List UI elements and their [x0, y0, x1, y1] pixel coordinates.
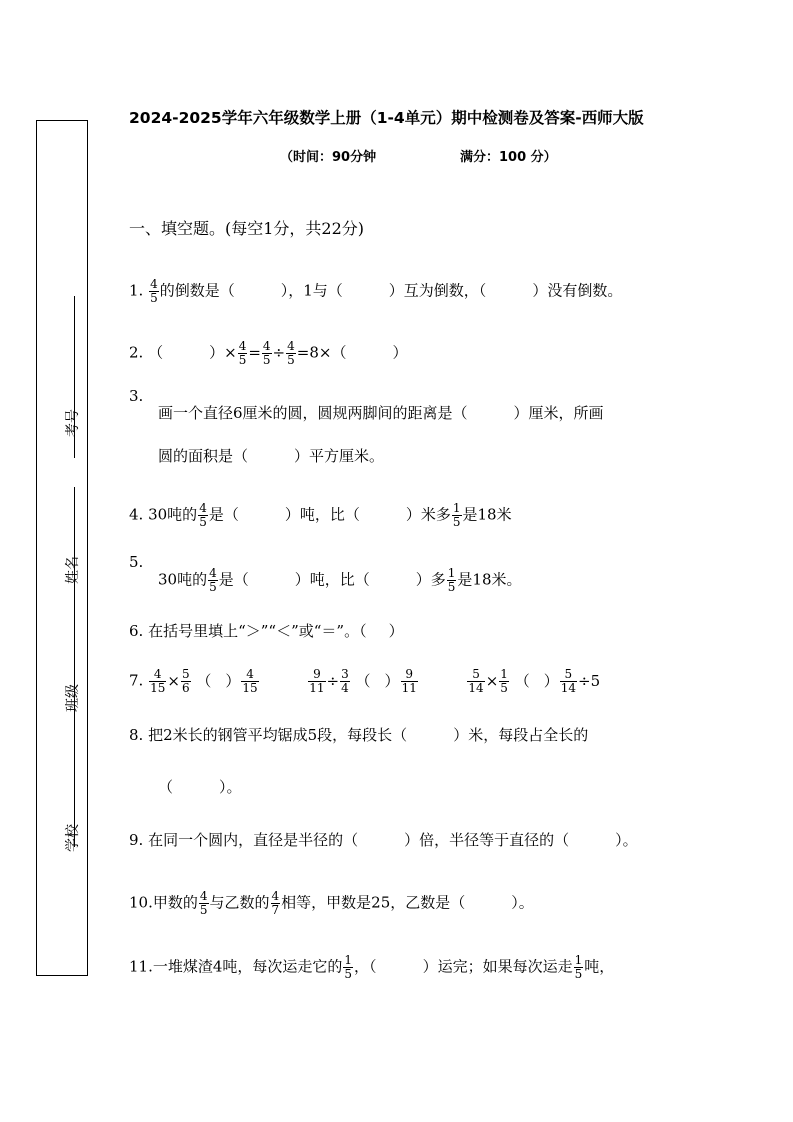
question-3-line-1: 画一个直径6厘米的圆，圆规两脚间的距离是（ ）厘米，所画 [158, 404, 604, 422]
question-number: 6. [129, 622, 144, 640]
class-label: 班级 [65, 684, 81, 712]
school-label: 学校 [65, 824, 81, 852]
question-9: 9. 在同一个圆内，直径是半径的（ ）倍，半径等于直径的（ ）。 [129, 831, 638, 849]
comparison-a: $\frac{4}{15}$ × $\frac{5}{6}$ （ ） $\frac{4}{15}$ [150, 667, 258, 695]
question-number: 11. [129, 957, 153, 976]
question-8-line-1: 8. 把2米长的钢管平均锯成5段，每段长（ ）米，每段占全长的 [129, 726, 589, 744]
exam-no-label: 考号 [65, 409, 81, 437]
question-5-number: 5. [129, 553, 144, 571]
fraction: $\frac{1}{5}$ [344, 953, 353, 981]
question-3-number: 3. [129, 387, 144, 405]
question-number: 10. [129, 893, 153, 912]
question-8-line-2: （ ）。 [158, 778, 242, 796]
comparison-c: $\frac{5}{14}$ × $\frac{1}{5}$ （ ） $\frac{5}{14}$ ÷5 [468, 667, 601, 695]
question-2: 2. （ ）× $\frac{4}{5}$ = $\frac{4}{5}$ ÷ $\frac{4}{5}$ =8×（ ） [129, 339, 408, 367]
fraction: $\frac{4}{7}$ [271, 889, 280, 917]
question-10: 10.甲数的 $\frac{4}{5}$ 与乙数的 $\frac{4}{7}$ 相等，甲数是25，乙数是（ ）。 [129, 889, 534, 917]
fraction: $\frac{4}{5}$ [199, 501, 207, 529]
question-number: 8. [129, 726, 144, 744]
question-6: 6. 在括号里填上“＞”“＜”或“＝”。（ ） [129, 622, 404, 640]
question-4: 4. 30吨的 $\frac{4}{5}$ 是（ ）吨，比（ ）米多 $\frac{1}{5}$ 是18米 [129, 501, 512, 529]
question-number: 7. [129, 671, 144, 690]
fraction: $\frac{1}{5}$ [447, 566, 456, 594]
exam-score: 满分：100 分） [460, 150, 557, 165]
comparison-b: $\frac{9}{11}$ ÷ $\frac{3}{4}$ （ ） $\frac{9}{11}$ [309, 667, 417, 695]
fraction: $\frac{4}{5}$ [150, 277, 158, 305]
fraction: $\frac{4}{5}$ [262, 339, 271, 367]
question-5: 30吨的 $\frac{4}{5}$ 是（ ）吨，比（ ）多 $\frac{1}{5}$ 是18米。 [158, 566, 522, 594]
question-number: 1. [129, 281, 144, 300]
fraction: $\frac{4}{5}$ [238, 339, 247, 367]
question-number: 4. [129, 505, 144, 524]
fraction: $\frac{4}{5}$ [209, 566, 217, 594]
question-number: 2. [129, 343, 144, 362]
name-label: 姓名 [65, 556, 81, 584]
page-title: 2024-2025学年六年级数学上册（1-4单元）期中检测卷及答案-西师大版 [129, 109, 644, 127]
question-11: 11.一堆煤渣4吨，每次运走它的 $\frac{1}{5}$ ，（ ）运完；如果每次运走 $\frac{1}{5}$ 吨， [129, 953, 615, 981]
fraction: $\frac{4}{5}$ [199, 889, 208, 917]
fraction: $\frac{4}{5}$ [287, 339, 295, 367]
question-number: 9. [129, 831, 144, 849]
section-heading: 一、填空题。(每空1分，共22分) [129, 219, 365, 238]
question-7 [129, 668, 600, 695]
exam-time: （时间：90分钟 [280, 150, 377, 165]
fraction: $\frac{1}{5}$ [574, 953, 583, 981]
question-3-line-2: 圆的面积是（ ）平方厘米。 [158, 447, 385, 465]
fraction: $\frac{1}{5}$ [452, 501, 461, 529]
question-1: 1. $\frac{4}{5}$ 的倒数是（ ），1与（ ）互为倒数，（ ）没有倒数。 [129, 277, 623, 305]
